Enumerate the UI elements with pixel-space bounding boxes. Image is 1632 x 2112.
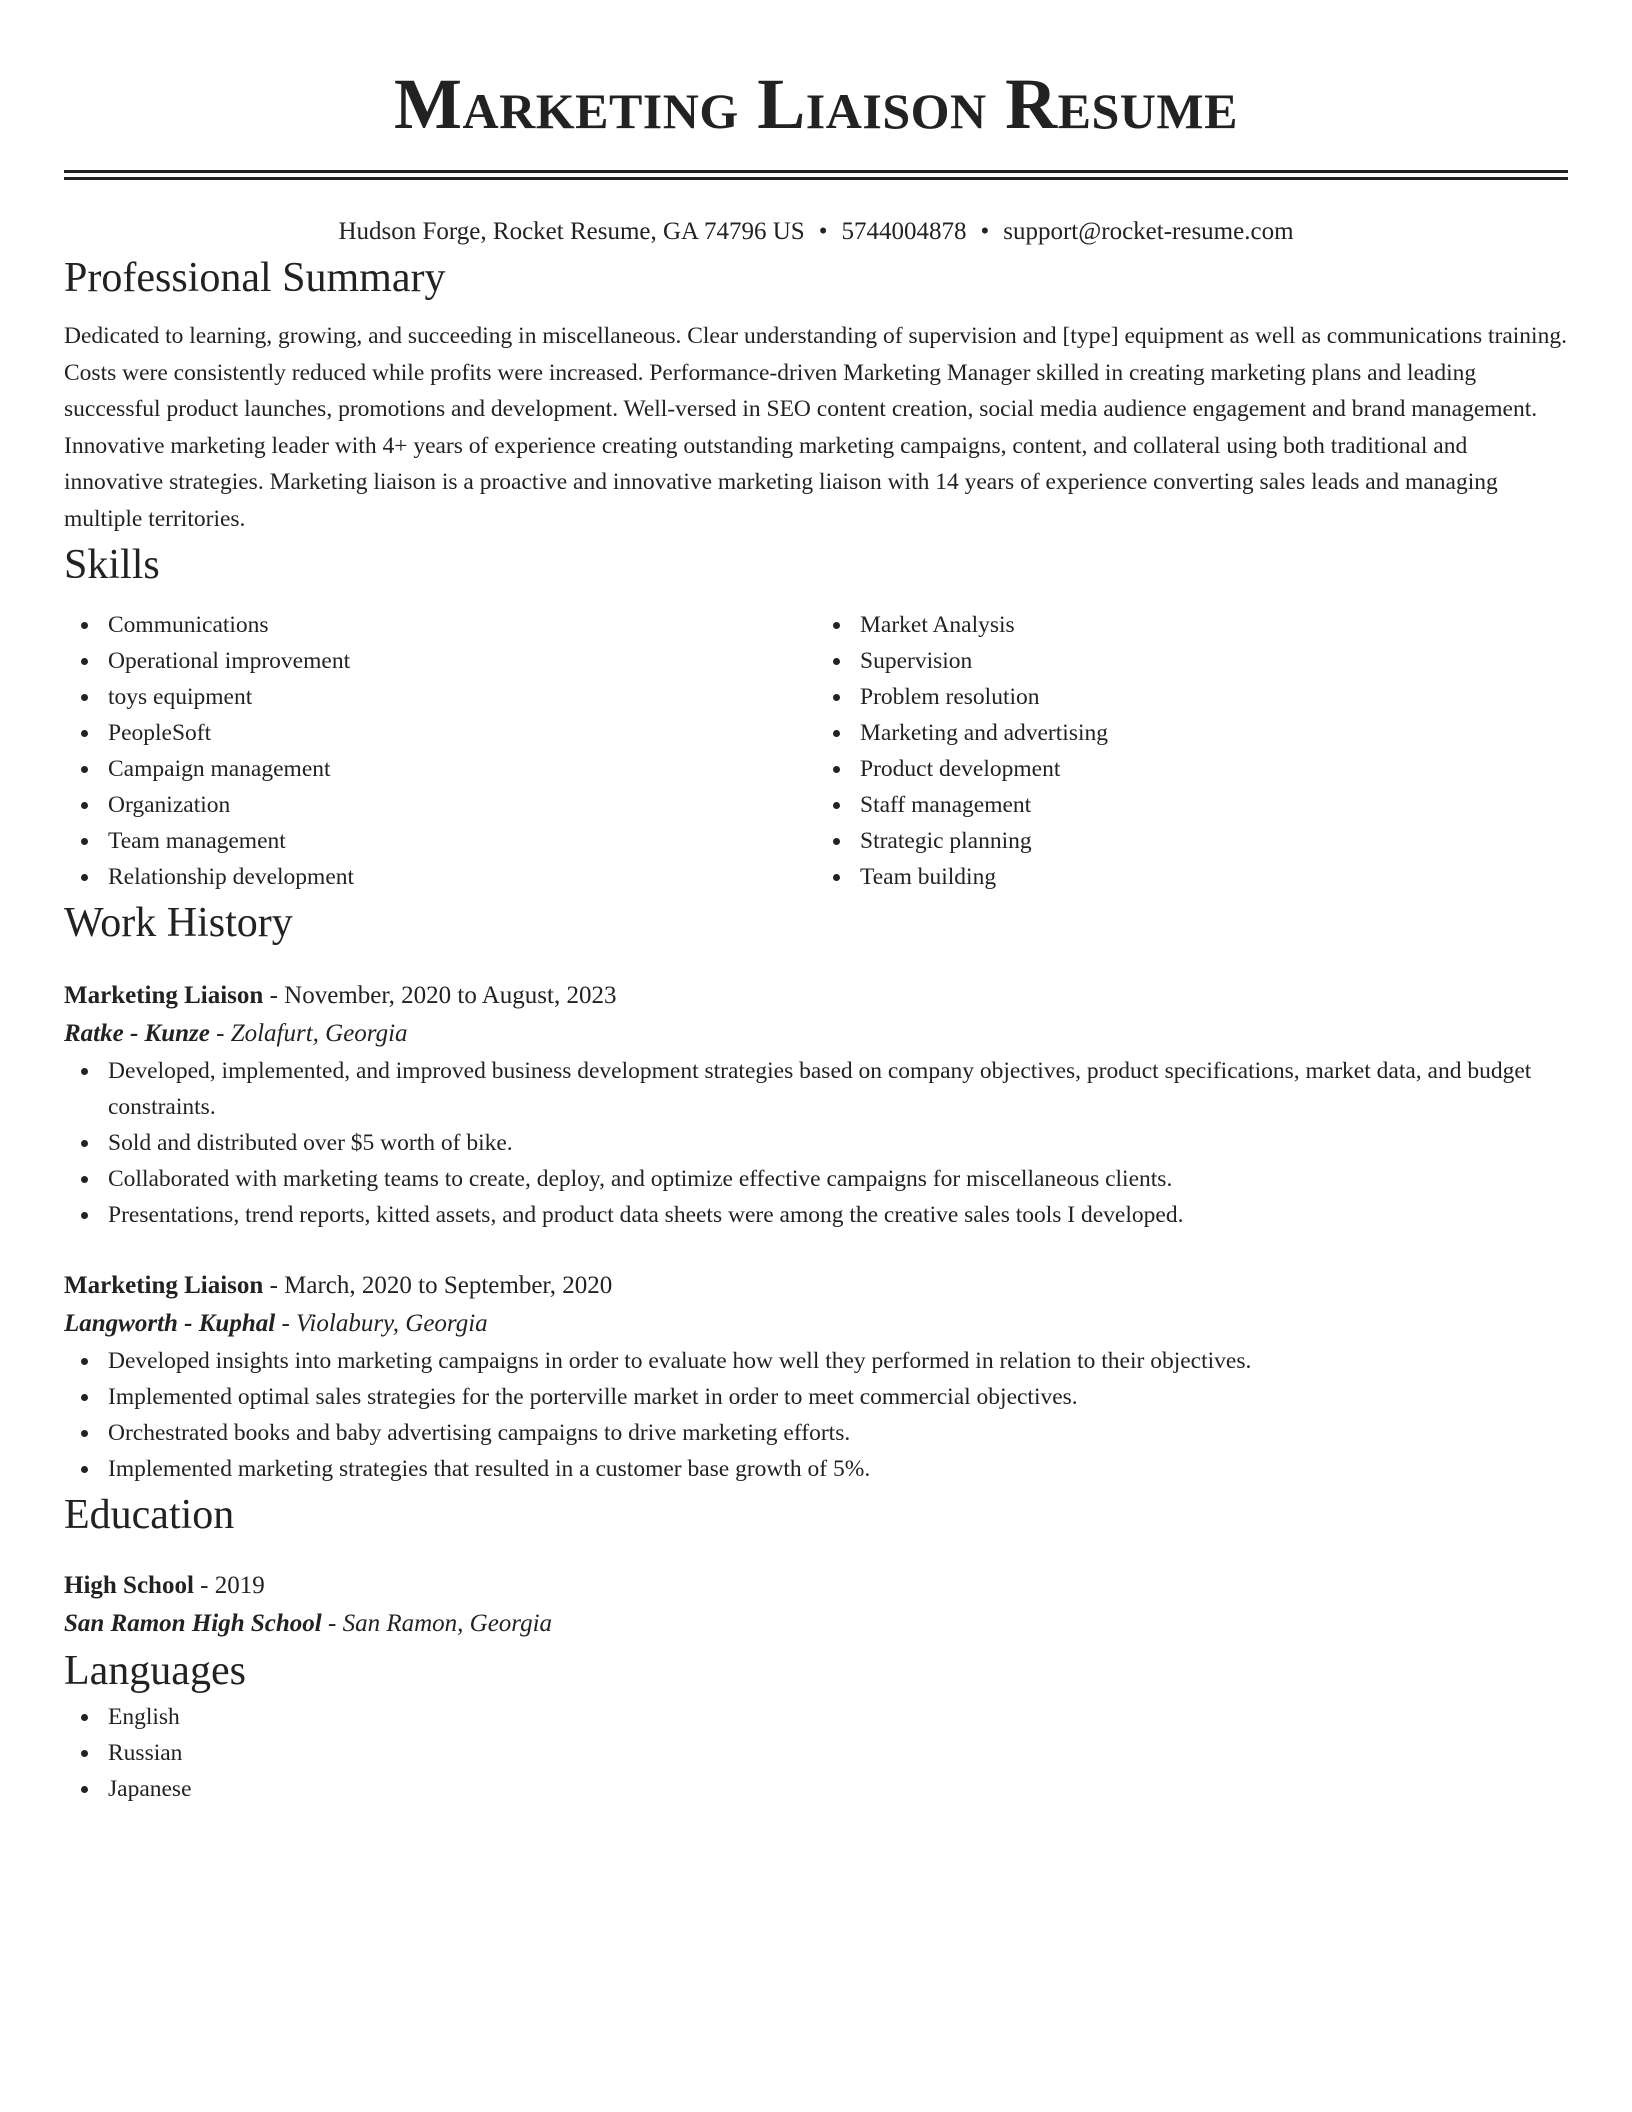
summary-text: Dedicated to learning, growing, and succeeding in miscellaneous. Clear understanding of supervision and [type] equipment as well as communications training. Costs were consistently reduced while profits were increased. Performance-driven Marketing Manager skilled in creating marketing plans and leading successful product launches, promotions and development. Well-versed in SEO content creation, social media audience engagement and brand management. Innovative marketing leader with 4+ years of experience creating outstanding marketing campaigns, content, and collateral using both traditional and innovative strategies. Marketing liaison is a proactive and innovative marketing liaison with 14 years of experience converting sales leads and managing multiple territories. <box>64 323 1567 532</box>
languages-list <box>64 1699 1568 1807</box>
skill-item: Strategic planning <box>816 823 1568 859</box>
job-bullet-list <box>64 1343 1568 1487</box>
job-title-line: Marketing Liaison - March, 2020 to September, 2020 <box>64 1272 613 1299</box>
job-title-line: Marketing Liaison - November, 2020 to August, 2023 <box>64 982 617 1009</box>
job-entry <box>64 1267 1568 1487</box>
job-bullet: Developed, implemented, and improved business development strategies based on company objectives, product specifications, market data, and budget constraints. <box>64 1053 1568 1125</box>
job-dates: November, 2020 to August, 2023 <box>284 982 617 1009</box>
job-company: Ratke - Kunze <box>64 1020 210 1047</box>
job-bullet: Presentations, trend reports, kitted assets, and product data sheets were among the creative sales tools I developed. <box>64 1197 1568 1233</box>
contact-line <box>64 214 1568 250</box>
skill-item: PeopleSoft <box>64 715 816 751</box>
job-bullet: Orchestrated books and baby advertising campaigns to drive marketing efforts. <box>64 1415 1568 1451</box>
education-heading: Education <box>64 1492 235 1538</box>
contact-phone: 5744004878 <box>841 218 967 245</box>
resume-title: Marketing Liaison Resume <box>394 64 1238 144</box>
job-company: Langworth - Kuphal <box>64 1310 276 1337</box>
skills-columns <box>64 607 1568 895</box>
title-double-rule <box>64 170 1568 180</box>
skills-left-list <box>64 607 816 895</box>
skill-item: Product development <box>816 751 1568 787</box>
skill-item: Campaign management <box>64 751 816 787</box>
job-company-line: Langworth - Kuphal - Violabury, Georgia <box>64 1310 488 1337</box>
education-school-line: San Ramon High School - San Ramon, Georgia <box>64 1610 553 1637</box>
skill-item: Operational improvement <box>64 643 816 679</box>
summary-heading: Professional Summary <box>64 255 446 301</box>
job-location: Violabury, Georgia <box>296 1310 488 1337</box>
skill-item: Team building <box>816 859 1568 895</box>
contact-separator: • <box>980 218 990 245</box>
skill-item: Team management <box>64 823 816 859</box>
job-bullet: Implemented marketing strategies that resulted in a customer base growth of 5%. <box>64 1451 1568 1487</box>
job-entry <box>64 977 1568 1233</box>
languages-heading: Languages <box>64 1648 246 1694</box>
skill-item: Market Analysis <box>816 607 1568 643</box>
skill-item: Marketing and advertising <box>816 715 1568 751</box>
job-title: Marketing Liaison <box>64 982 264 1009</box>
job-company-line: Ratke - Kunze - Zolafurt, Georgia <box>64 1020 408 1047</box>
job-dates: March, 2020 to September, 2020 <box>284 1272 613 1299</box>
education-degree: High School <box>64 1572 194 1599</box>
language-item: Russian <box>64 1735 1568 1771</box>
language-item: Japanese <box>64 1771 1568 1807</box>
contact-email: support@rocket-resume.com <box>1003 218 1294 245</box>
job-bullet: Collaborated with marketing teams to create, deploy, and optimize effective campaigns for miscellaneous clients. <box>64 1161 1568 1197</box>
skills-right-list <box>816 607 1568 895</box>
skill-item: Staff management <box>816 787 1568 823</box>
job-location: Zolafurt, Georgia <box>230 1020 408 1047</box>
skill-item: Communications <box>64 607 816 643</box>
skill-item: Problem resolution <box>816 679 1568 715</box>
skill-item: Organization <box>64 787 816 823</box>
education-location: San Ramon, Georgia <box>342 1610 553 1637</box>
education-degree-line: High School - 2019 <box>64 1572 265 1599</box>
job-bullet-list <box>64 1053 1568 1233</box>
education-school: San Ramon High School <box>64 1610 322 1637</box>
job-bullet: Implemented optimal sales strategies for the porterville market in order to meet commercial objectives. <box>64 1379 1568 1415</box>
skill-item: toys equipment <box>64 679 816 715</box>
job-bullet: Developed insights into marketing campaigns in order to evaluate how well they performed in relation to their objectives. <box>64 1343 1568 1379</box>
skill-item: Supervision <box>816 643 1568 679</box>
skills-heading: Skills <box>64 542 160 588</box>
job-title: Marketing Liaison <box>64 1272 264 1299</box>
work-history-heading: Work History <box>64 900 293 946</box>
education-year: 2019 <box>214 1572 265 1599</box>
skill-item: Relationship development <box>64 859 816 895</box>
contact-separator: • <box>818 218 828 245</box>
contact-address: Hudson Forge, Rocket Resume, GA 74796 US <box>338 218 805 245</box>
job-bullet: Sold and distributed over $5 worth of bike. <box>64 1125 1568 1161</box>
education-entry <box>64 1567 1568 1643</box>
language-item: English <box>64 1699 1568 1735</box>
